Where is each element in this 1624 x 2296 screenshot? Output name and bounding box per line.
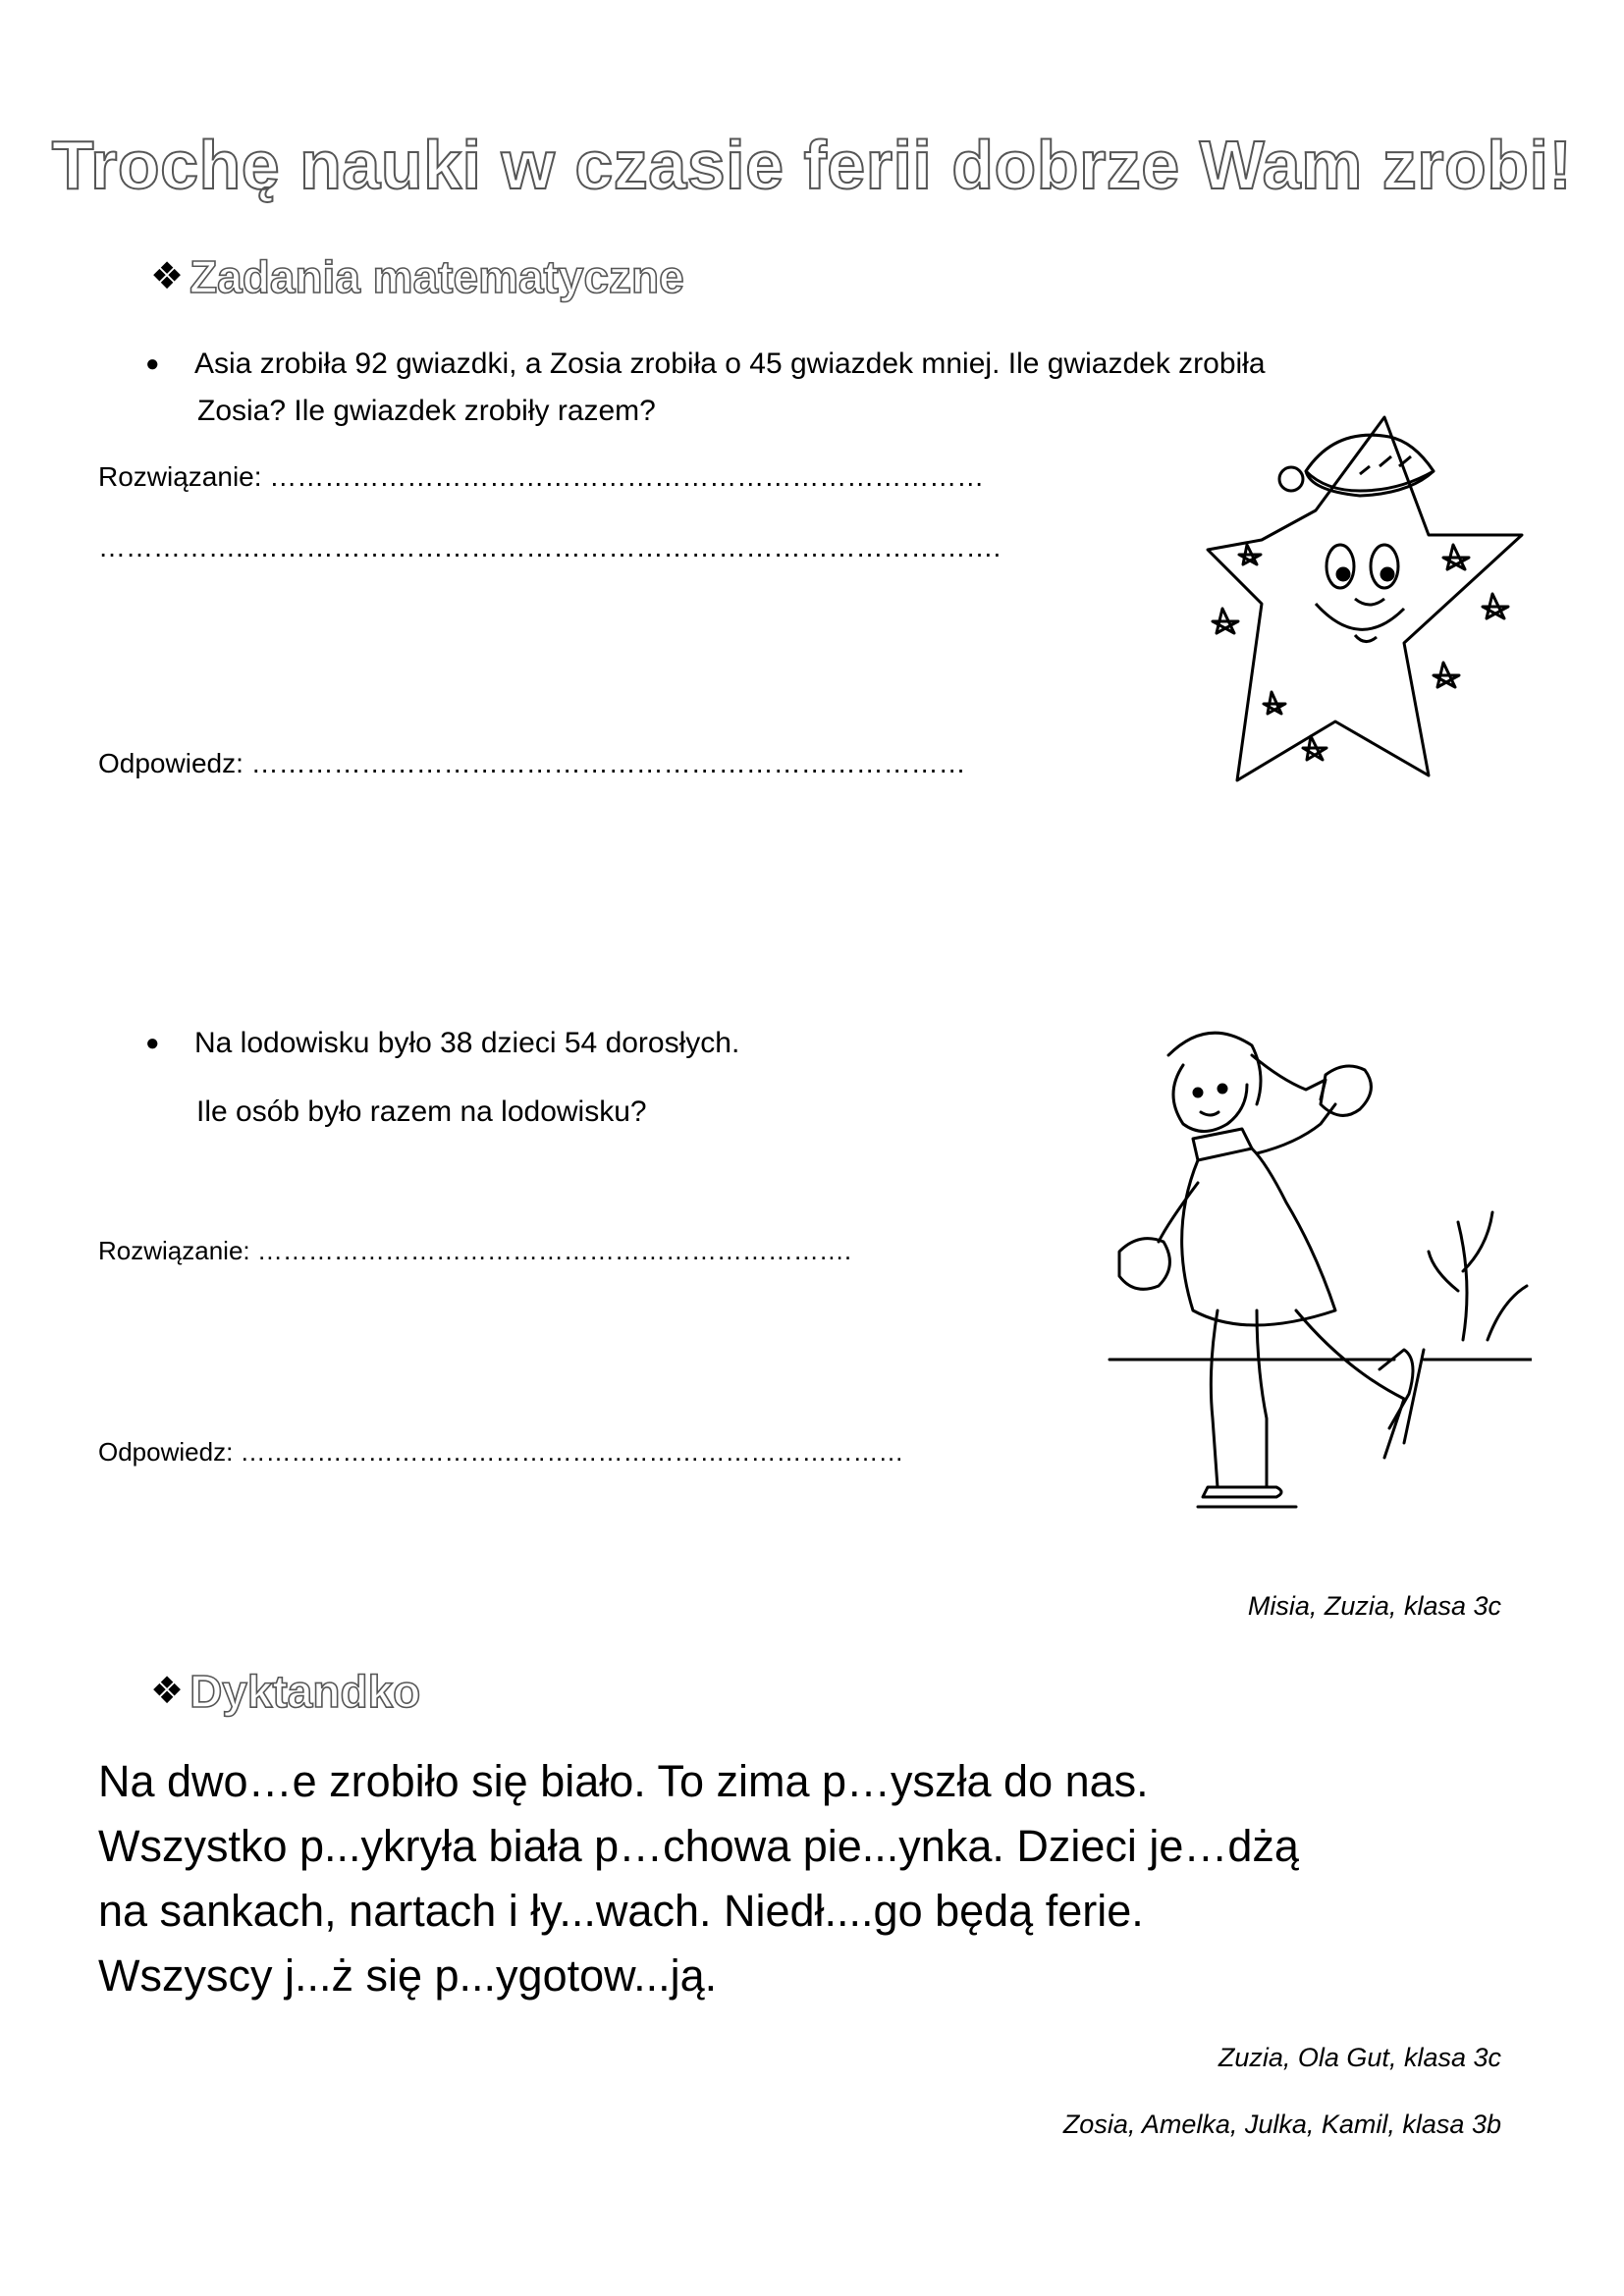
task2-solution-line: Rozwiązanie: ……………………………………………………………. <box>98 1236 852 1265</box>
bullet-dot-icon: ● <box>145 1030 160 1056</box>
star-character-icon <box>1188 398 1542 790</box>
dictation-line-2: Wszystko p...ykryła biała p…chowa pie...ynka. Dzieci je…dżą <box>98 1821 1299 1871</box>
dictation-line-4: Wszyscy j...ż się p...ygotow...ją. <box>98 1950 718 2001</box>
math-section-heading <box>150 250 684 303</box>
four-diamond-bullet-icon: ❖ <box>150 256 185 297</box>
dictation-line-3: na sankach, nartach i ły...wach. Niedł....go będą ferie. <box>98 1886 1144 1936</box>
math-heading-text: Zadania matematyczne <box>189 251 684 302</box>
task1-line2: Zosia? Ile gwiazdek zrobiły razem? <box>197 395 656 427</box>
task2-line2: Ile osób było razem na lodowisku? <box>196 1095 647 1128</box>
four-diamond-bullet-icon: ❖ <box>150 1671 185 1712</box>
task1-answer-line: Odpowiedz: …………………………………………………………………… <box>98 748 966 778</box>
dictation-signature-2: Zosia, Amelka, Julka, Kamil, klasa 3b <box>1062 2109 1501 2139</box>
dictation-heading-text: Dyktandko <box>189 1666 421 1717</box>
task1-dots-line: ……………..………………………………………………………………………. <box>98 532 1001 562</box>
dictation-signature-1: Zuzia, Ola Gut, klasa 3c <box>1218 2043 1501 2072</box>
task2-answer-line: Odpowiedz: …………………………………………………………………… <box>98 1437 904 1467</box>
task1-line1: Asia zrobiła 92 gwiazdki, a Zosia zrobiła o 45 gwiazdek mniej. Ile gwiazdek zrobiła <box>194 347 1266 380</box>
math-signature: Misia, Zuzia, klasa 3c <box>1247 1591 1501 1621</box>
ice-skater-icon <box>1100 1016 1532 1536</box>
dictation-section-heading <box>150 1665 420 1718</box>
bullet-dot-icon: ● <box>145 350 160 377</box>
task2-line1: Na lodowisku było 38 dzieci 54 dorosłych. <box>194 1027 740 1059</box>
task1-solution-line: Rozwiązanie: …………………………………………………………………… <box>98 461 985 492</box>
page-title: Trochę nauki w czasie ferii dobrze Wam zrobi! <box>51 127 1573 203</box>
dictation-text <box>98 1749 1299 2008</box>
task1-text <box>145 341 1266 435</box>
dictation-line-1: Na dwo…e zrobiło się biało. To zima p…yszła do nas. <box>98 1756 1149 1806</box>
task2-text <box>145 1020 740 1067</box>
